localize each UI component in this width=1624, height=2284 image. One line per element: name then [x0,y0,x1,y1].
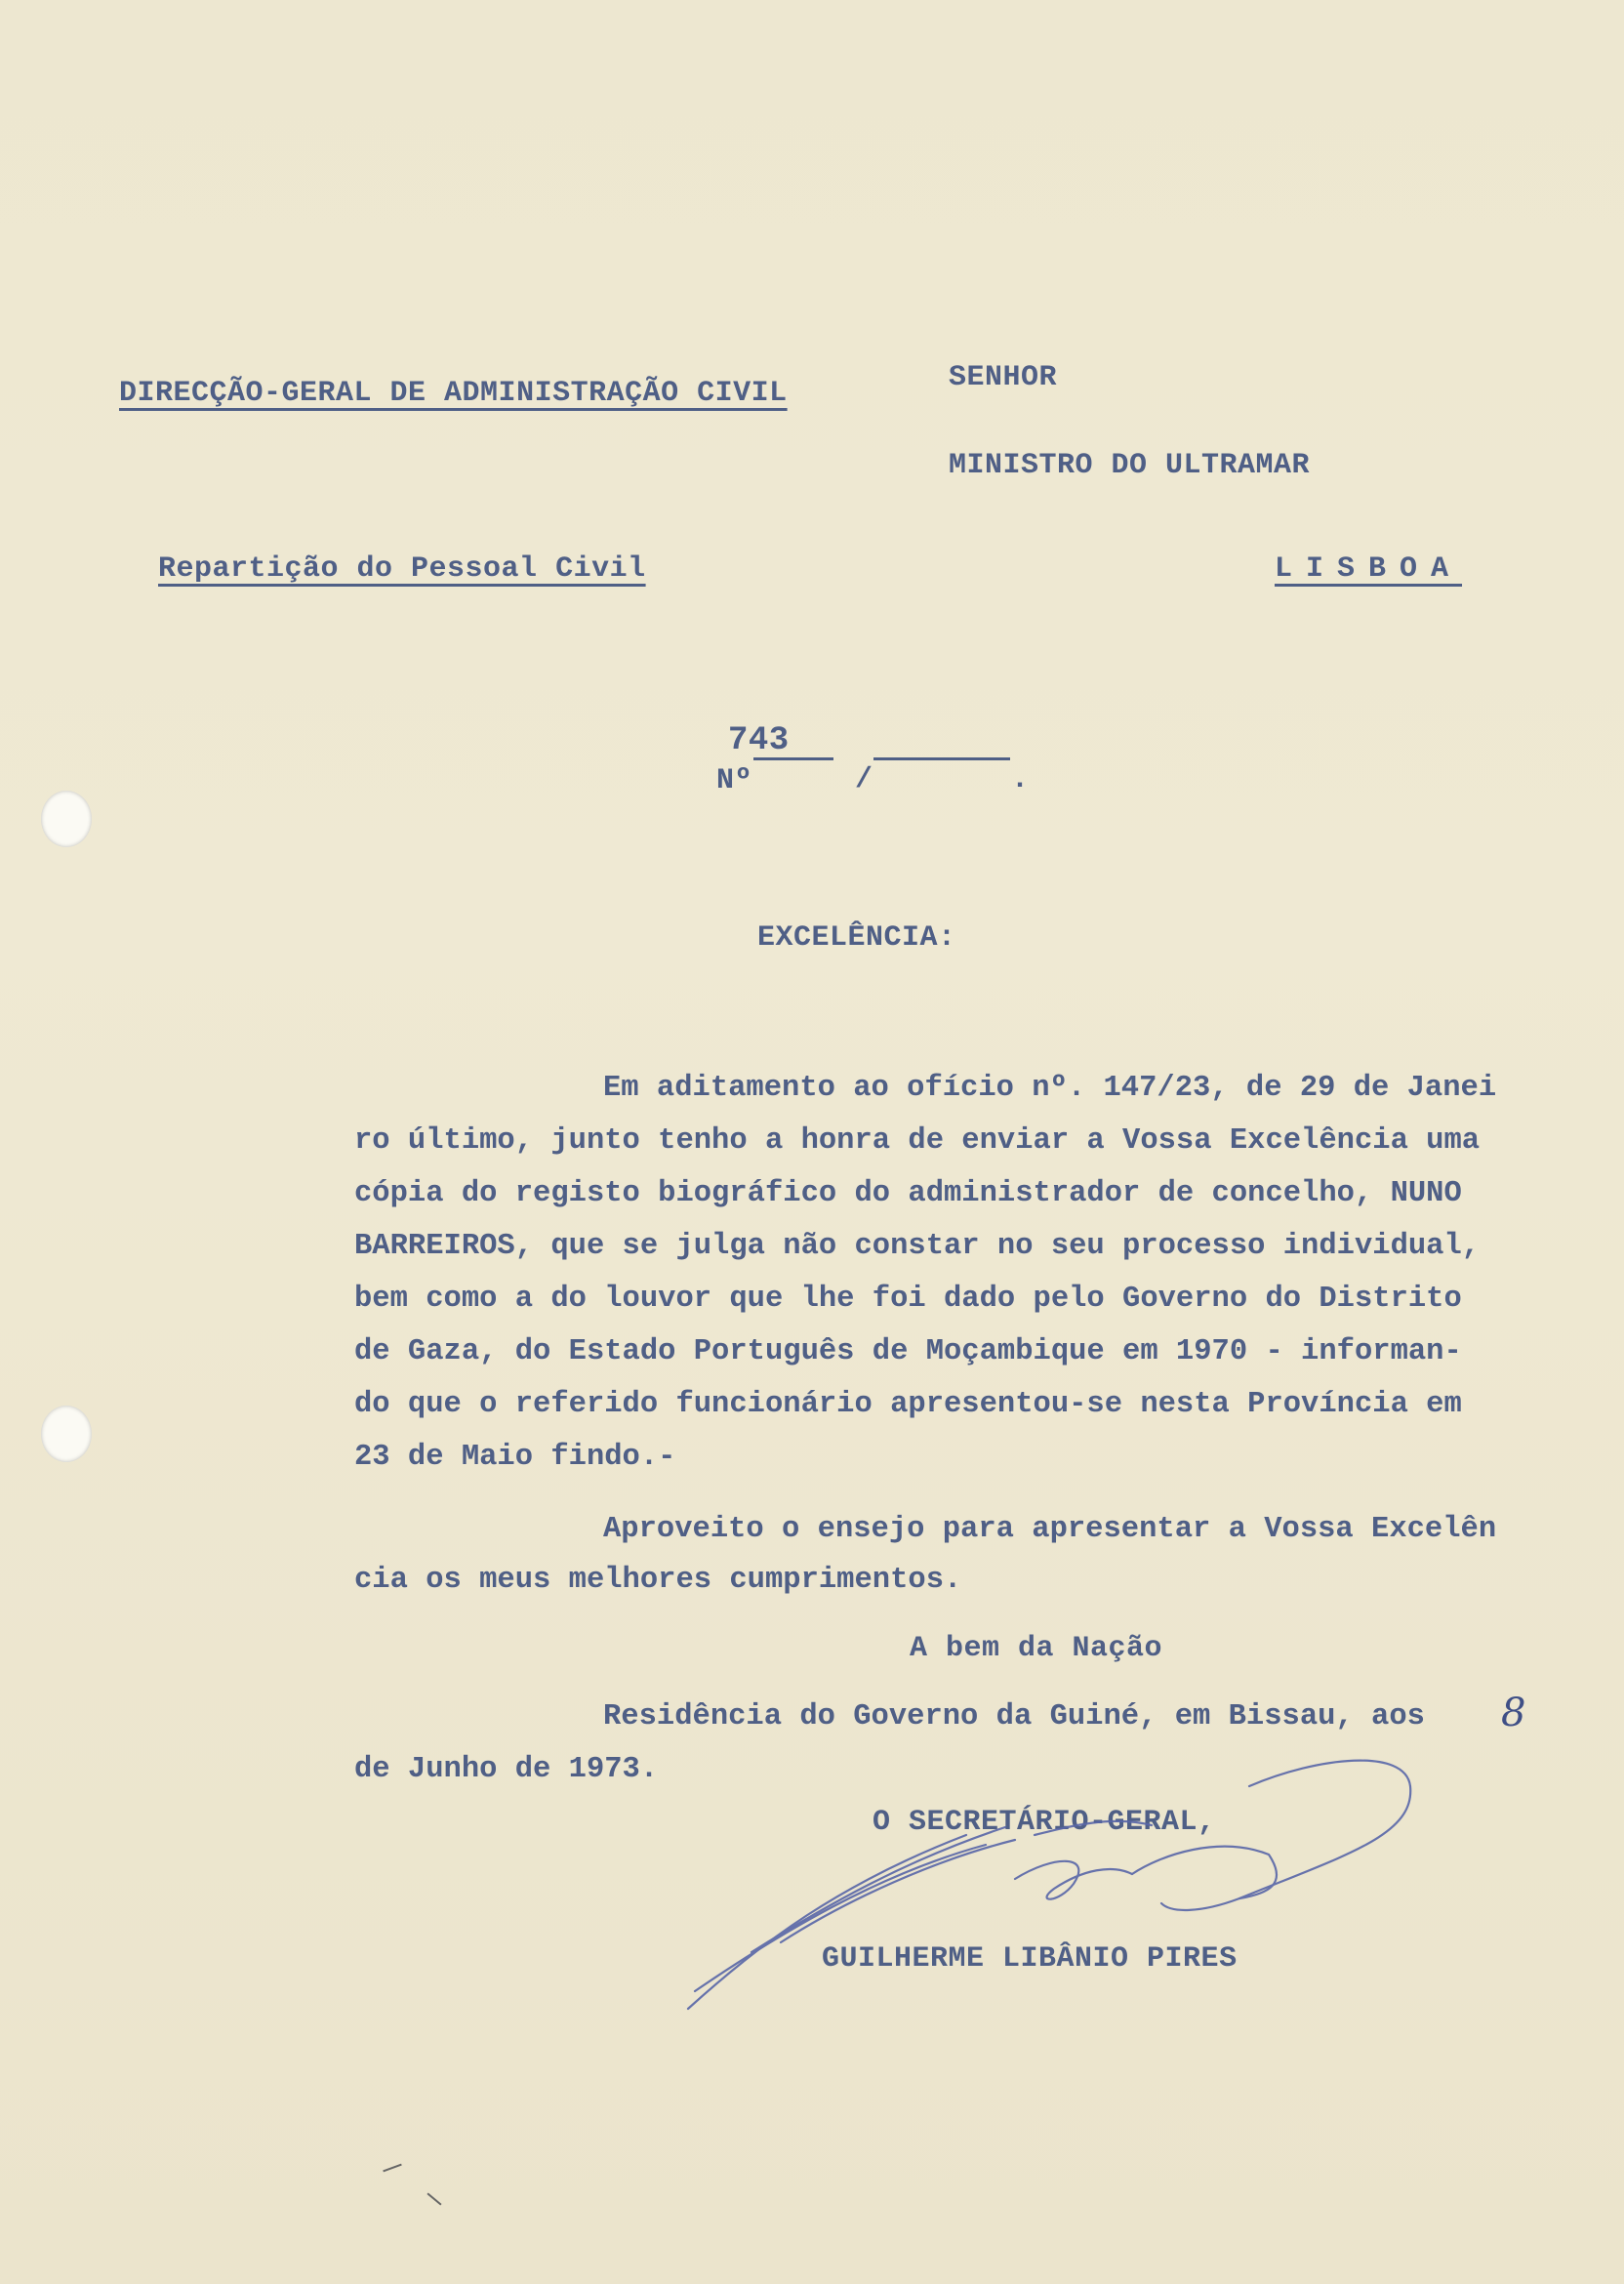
stray-mark [383,2164,401,2173]
body-line: Aproveito o ensejo para apresentar a Vossa Excelên [603,1513,1497,1546]
reference-number-separator: / [855,763,873,796]
signer-title: O SECRETÁRIO-GERAL, [873,1806,1216,1839]
body-line: cópia do registo biográfico do administrador de concelho, NUNO [354,1177,1462,1210]
recipient-title: MINISTRO DO ULTRAMAR [949,449,1311,482]
section-heading: Repartição do Pessoal Civil [158,552,646,586]
reference-number-value: 743 [728,722,790,759]
greeting: EXCELÊNCIA: [757,921,956,955]
reference-number-blank-2 [873,757,1010,760]
body-line: 23 de Maio findo.- [354,1441,676,1474]
reference-number-blank-1 [753,757,833,760]
body-line: BARREIROS, que se julga não constar no seu processo individual, [354,1230,1481,1263]
place-date-line-1: Residência do Governo da Guiné, em Bissau, aos [603,1700,1425,1733]
body-line: cia os meus melhores cumprimentos. [354,1564,962,1597]
department-heading: DIRECÇÃO-GERAL DE ADMINISTRAÇÃO CIVIL [119,377,788,410]
punch-hole-top [41,791,92,847]
place-date-line-2: de Junho de 1973. [354,1753,659,1786]
body-line: bem como a do louvor que lhe foi dado pelo Governo do Distrito [354,1283,1462,1316]
recipient-city: LISBOA [1275,552,1463,586]
reference-number-end: . [1011,763,1030,796]
body-line: do que o referido funcionário apresentou-se nesta Província em [354,1388,1462,1421]
body-line: ro último, junto tenho a honra de enviar a Vossa Excelência uma [354,1124,1481,1158]
punch-hole-bottom [41,1406,92,1462]
body-line: Em aditamento ao ofício nº. 147/23, de 29 de Janei [603,1072,1497,1105]
reference-number-label: Nº [716,764,753,797]
closing-motto: A bem da Nação [910,1632,1163,1665]
stray-mark [426,2192,441,2205]
recipient-salutation: SENHOR [949,361,1058,394]
signer-name: GUILHERME LIBÂNIO PIRES [822,1942,1238,1976]
handwritten-day: 8 [1501,1691,1526,1735]
body-line: de Gaza, do Estado Português de Moçambique em 1970 - informan- [354,1335,1462,1368]
